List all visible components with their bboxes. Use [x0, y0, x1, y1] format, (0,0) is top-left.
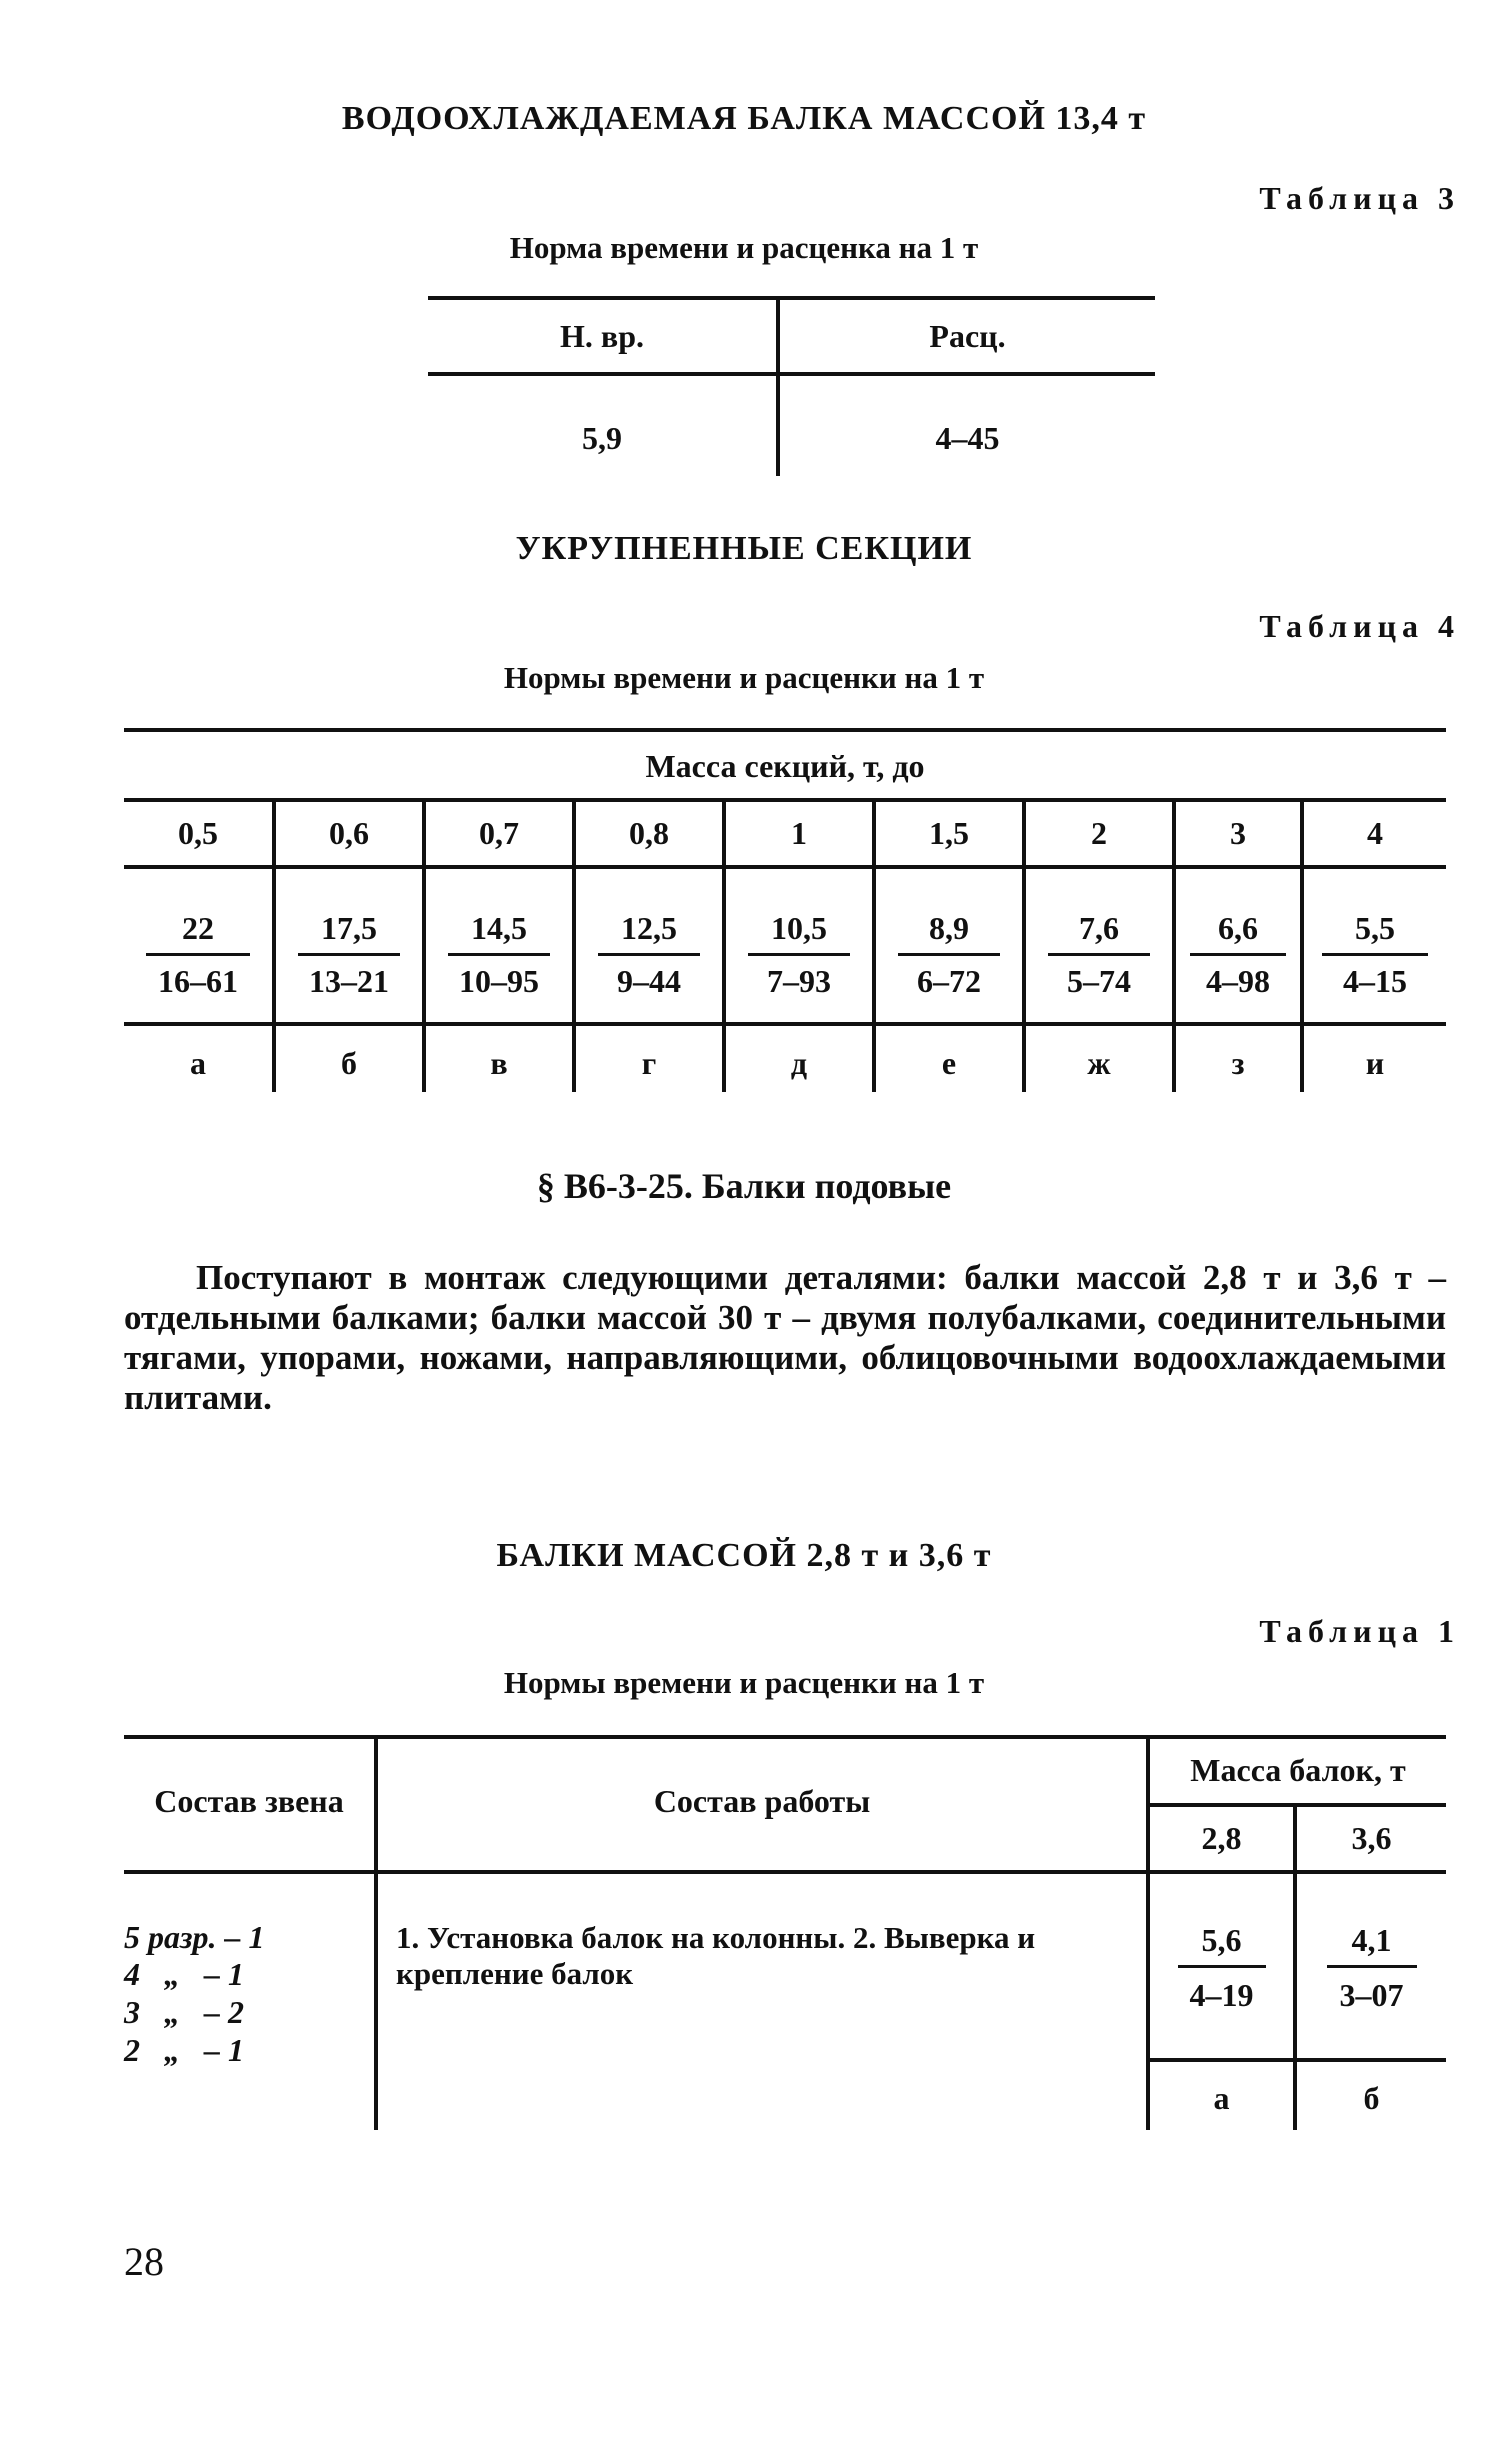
- table-4-mass: 4: [1367, 815, 1383, 851]
- table-4-norm: 7,6: [1079, 910, 1119, 946]
- table-1-mass-col: 2,8: [1201, 1820, 1242, 1856]
- table-3-subtitle: Норма времени и расценка на 1 т: [509, 230, 979, 265]
- table-3-header-norm: Н. вр.: [560, 318, 644, 354]
- table-4-rate: 7–93: [767, 963, 831, 999]
- table-4-mass: 1: [791, 815, 807, 851]
- table-4-norm: 14,5: [471, 910, 527, 946]
- table-4-group-header: Масса секций, т, до: [645, 748, 925, 784]
- table-1-rate: 3–07: [1339, 1977, 1404, 2013]
- table-1-norm: 5,6: [1201, 1922, 1242, 1958]
- table-1-letter: а: [1213, 2080, 1230, 2116]
- table-1-rate: 4–19: [1189, 1977, 1254, 2013]
- table-4-label: Таблица 4: [1259, 608, 1460, 644]
- table-4-letter: з: [1231, 1045, 1245, 1081]
- section-title-beam-13-4: ВОДООХЛАЖДАЕМАЯ БАЛКА МАССОЙ 13,4 т: [341, 100, 1147, 137]
- table-3-value-rate: 4–45: [935, 420, 1000, 456]
- table-1-mass-col: 3,6: [1351, 1820, 1392, 1856]
- page-number: 28: [124, 2239, 164, 2284]
- section-heading-hearth-beams: § В6-3-25. Балки подовые: [536, 1166, 952, 1206]
- table-4-rate: 4–15: [1343, 963, 1407, 999]
- section-title-enlarged-sections: УКРУПНЕННЫЕ СЕКЦИИ: [515, 530, 973, 567]
- table-1-header-mass: Масса балок, т: [1190, 1752, 1406, 1788]
- table-1-crew-line: 4 „ – 1: [124, 1956, 244, 1992]
- table-1-subtitle: Нормы времени и расценки на 1 т: [503, 1665, 985, 1700]
- table-1-crew-line: 5 разр. – 1: [124, 1919, 265, 1955]
- table-4-rate: 6–72: [917, 963, 981, 999]
- table-4-letter: б: [341, 1045, 357, 1081]
- table-4-letter: в: [490, 1045, 508, 1081]
- table-4-rate: 13–21: [309, 963, 389, 999]
- table-4-mass: 2: [1091, 815, 1107, 851]
- table-3-header-rate: Расц.: [929, 318, 1006, 354]
- table-4-norm: 22: [182, 910, 214, 946]
- table-4-subtitle: Нормы времени и расценки на 1 т: [503, 660, 985, 695]
- table-4-mass: 1,5: [929, 815, 969, 851]
- table-1-header-work: Состав работы: [653, 1783, 871, 1819]
- table-1-header-crew: Состав звена: [154, 1783, 344, 1819]
- table-4-letter: д: [790, 1045, 808, 1081]
- table-4-norm: 12,5: [621, 910, 677, 946]
- table-4-norm: 10,5: [771, 910, 827, 946]
- table-1-work-description: 1. Установка балок на колонны. 2. Выверка и крепление балок: [396, 1920, 1036, 1991]
- table-4-letter: и: [1365, 1045, 1385, 1081]
- table-4-norm: 17,5: [321, 910, 377, 946]
- table-4-rate: 5–74: [1067, 963, 1131, 999]
- table-4-letter: г: [641, 1045, 657, 1081]
- table-4-rate: 4–98: [1206, 963, 1270, 999]
- table-4-letter: а: [190, 1045, 206, 1081]
- table-1-label: Таблица 1: [1259, 1613, 1460, 1649]
- table-4-letter: ж: [1087, 1045, 1111, 1081]
- table-4-mass: 0,7: [479, 815, 519, 851]
- paragraph-delivery: Поступают в монтаж следующими деталями: балки массой 2,8 т и 3,6 т – отдельными балками; балки массой 30 т – двумя полубалками, соединительными тягами, упорами, ножами, направляющими, облицовочными водоохлаждаемыми плитами.: [124, 1258, 1446, 1417]
- table-4-norm: 6,6: [1218, 910, 1258, 946]
- section-title-beams-2-8-3-6: БАЛКИ МАССОЙ 2,8 т и 3,6 т: [496, 1537, 992, 1574]
- table-1-norm: 4,1: [1351, 1922, 1392, 1958]
- table-4-mass: 0,8: [629, 815, 669, 851]
- table-4-norm: 5,5: [1355, 910, 1395, 946]
- table-4-mass: 3: [1230, 815, 1246, 851]
- table-1-crew-line: 2 „ – 1: [124, 2032, 244, 2068]
- table-4-rate: 10–95: [459, 963, 539, 999]
- table-3-value-norm: 5,9: [582, 420, 622, 456]
- table-3-label: Таблица 3: [1259, 180, 1460, 216]
- table-4-norm: 8,9: [929, 910, 969, 946]
- table-1-crew-line: 3 „ – 2: [124, 1994, 244, 2030]
- table-4-mass: 0,6: [329, 815, 369, 851]
- table-4-rate: 16–61: [158, 963, 238, 999]
- table-4-rate: 9–44: [617, 963, 681, 999]
- table-4-letter: е: [941, 1045, 957, 1081]
- table-1-letter: б: [1363, 2080, 1380, 2116]
- table-4-mass: 0,5: [178, 815, 218, 851]
